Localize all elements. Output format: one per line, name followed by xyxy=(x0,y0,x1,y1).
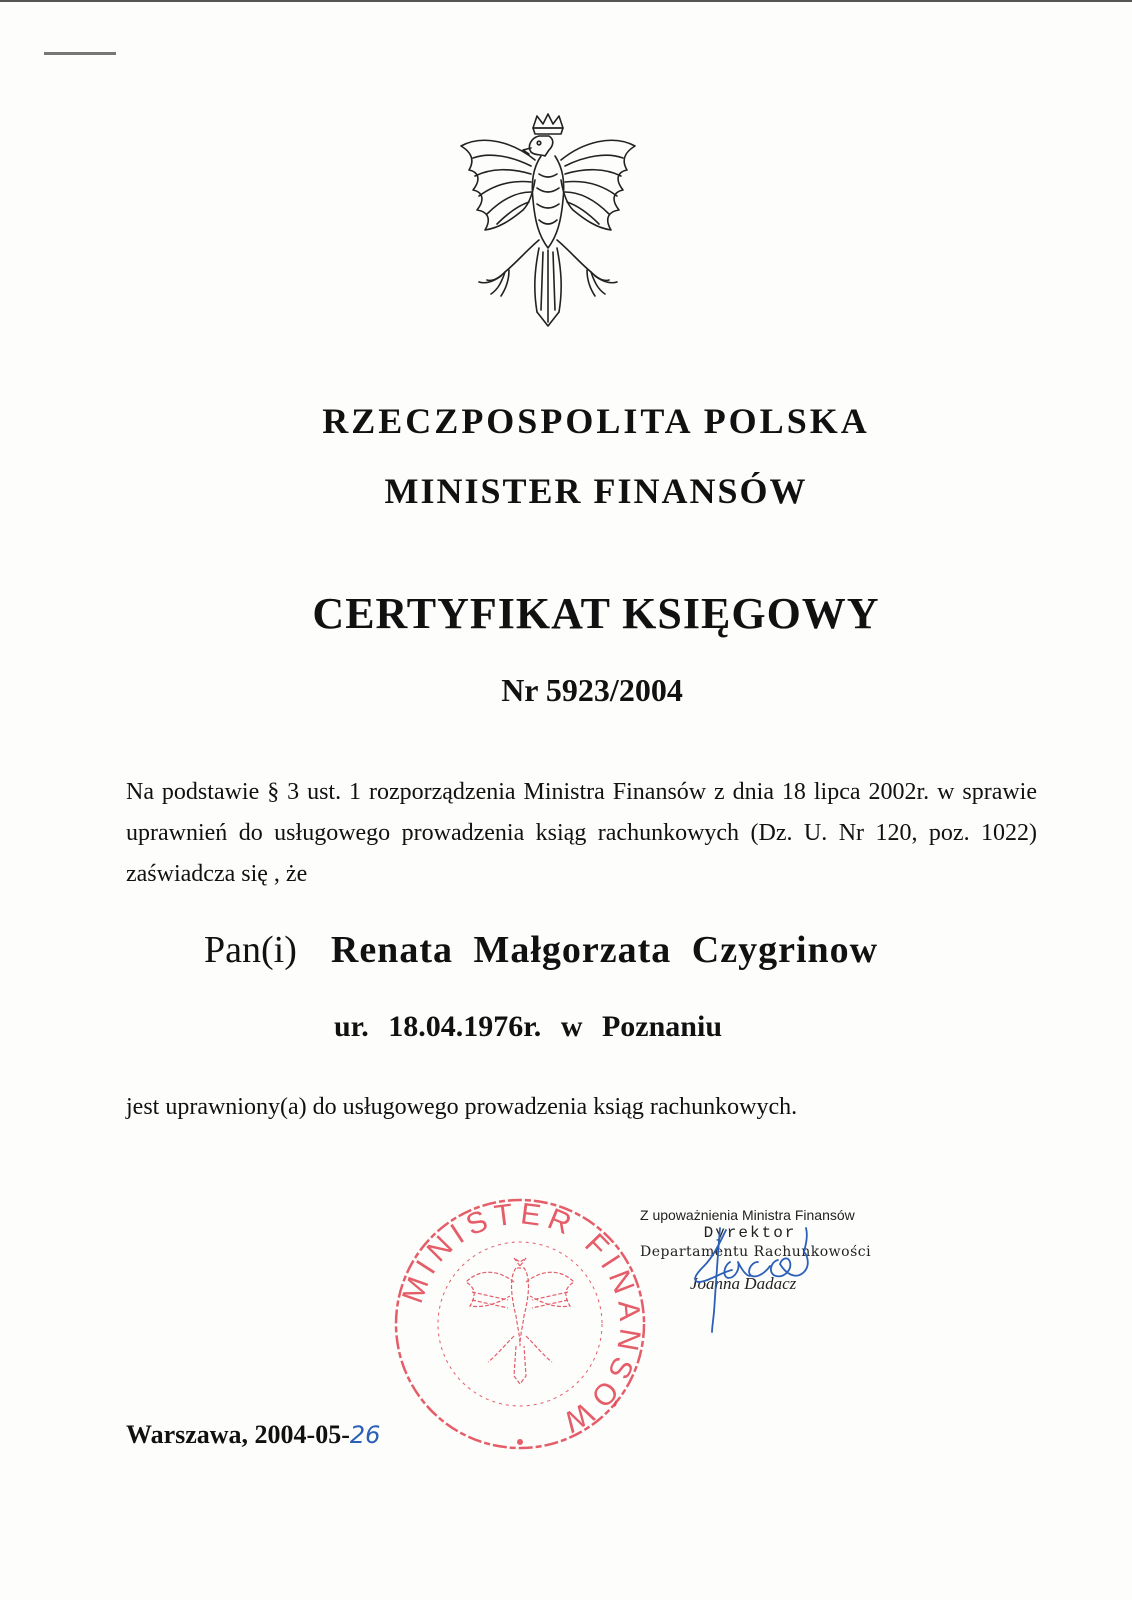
signature-authority: Z upoważnienia Ministra Finansów xyxy=(640,1207,855,1223)
birth-label: ur. xyxy=(334,1010,369,1043)
signatory-name: Joanna Dadacz xyxy=(690,1274,797,1293)
scan-mark xyxy=(44,52,116,55)
place-date-printed: Warszawa, 2004-05- xyxy=(126,1420,350,1449)
birth-date: 18.04.1976r. xyxy=(388,1010,542,1043)
ministry-stamp xyxy=(392,1196,648,1452)
signature-role: Dyrektor xyxy=(703,1224,797,1242)
certificate-number: Nr 5923/2004 xyxy=(501,672,683,708)
authorization-text: jest uprawniony(a) do usługowego prowadzenia ksiąg rachunkowych. xyxy=(126,1094,798,1120)
stamp-text-path: MINISTER FINANSÓW xyxy=(396,1197,647,1442)
signature-department: Departamentu Rachunkowości xyxy=(640,1244,872,1260)
handwritten-signature xyxy=(686,1222,836,1334)
scan-top-edge xyxy=(0,0,1132,2)
country-heading: RZECZPOSPOLITA POLSKA xyxy=(322,401,870,441)
issuer-heading: MINISTER FINANSÓW xyxy=(384,471,808,511)
legal-basis-text: Na podstawie § 3 ust. 1 rozporządzenia Ministra Finansów z dnia 18 lipca 2002r. w sprawie uprawnień do usługowego prowadzenia ksiąg rachunkowych (Dz. U. Nr 120, poz. 1022) zaświadcza się , że xyxy=(126,779,1037,887)
birth-place: Poznaniu xyxy=(601,1010,723,1043)
birth-line xyxy=(334,1010,722,1044)
eagle-emblem-icon xyxy=(453,112,643,330)
name-prefix: Pan(i) xyxy=(204,929,297,971)
date-day-handwritten: 26 xyxy=(349,1421,381,1449)
holder-name: Renata Małgorzata Czygrinow xyxy=(330,929,879,971)
certificate-title: CERTYFIKAT KSIĘGOWY xyxy=(312,589,880,638)
stamp-text xyxy=(396,1197,647,1441)
holder-line xyxy=(204,928,878,972)
birth-in: w xyxy=(560,1010,583,1043)
place-and-date xyxy=(126,1420,380,1450)
